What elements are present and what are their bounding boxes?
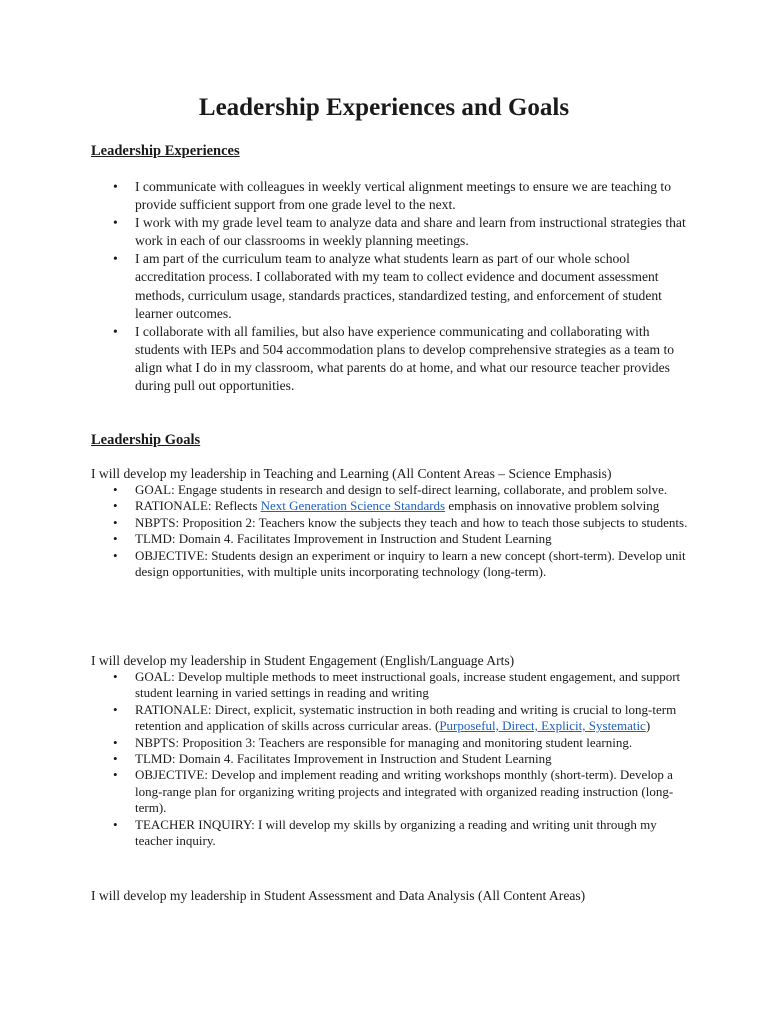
purposeful-direct-explicit-systematic-link[interactable]: Purposeful, Direct, Explicit, Systematic	[439, 718, 646, 734]
rationale-text: RATIONALE: Reflects	[135, 498, 261, 514]
teaching-intro: I will develop my leadership in Teaching and Learning (All Content Areas – Science Emphasis)	[91, 466, 612, 481]
leadership-experiences-heading: Leadership Experiences	[91, 143, 240, 159]
list-item: • I am part of the curriculum team to analyze what students learn as part of our whole school accreditation process. I collaborated with my team to collect evidence and document assessment methods, curriculum usage, standards practices, standardized testing, and enforcement of student learner outcomes.	[91, 250, 691, 322]
document-title: Leadership Experiences and Goals	[198, 94, 570, 121]
engagement-goal-list	[91, 669, 691, 849]
ngss-link[interactable]: Next Generation Science Standards	[260, 498, 446, 514]
assessment-goal-section	[91, 887, 691, 904]
engagement-objective-item: • OBJECTIVE: Develop and implement reading and writing workshops monthly (short-term). Develop a long-range plan for organizing writing projects and integrated with organized reading instruction (long-term).	[91, 767, 691, 816]
rationale-text: RATIONALE: Direct, explicit, systematic instruction in both reading and writing is crucial to long-term retention and application of skills across curricular areas. (	[135, 701, 677, 734]
experiences-list	[91, 178, 691, 395]
engagement-goal-item: • GOAL: Develop multiple methods to meet instructional goals, increase student engagement, and support student learning in varied settings in reading and writing	[91, 669, 691, 702]
rationale-text: )	[645, 718, 651, 734]
experiences-section	[91, 178, 691, 395]
teaching-tlmd-item: • TLMD: Domain 4. Facilitates Improvement in Instruction and Student Learning	[91, 531, 691, 547]
teaching-goal-item: • GOAL: Engage students in research and design to self-direct learning, collaborate, and problem solve.	[91, 482, 691, 498]
engagement-tlmd-item: • TLMD: Domain 4. Facilitates Improvement in Instruction and Student Learning	[91, 751, 691, 767]
teaching-goal-list	[91, 482, 691, 580]
engagement-intro: I will develop my leadership in Student Engagement (English/Language Arts)	[91, 653, 515, 668]
list-item: • I communicate with colleagues in weekly vertical alignment meetings to ensure we are teaching to provide sufficient support from one grade level to the next.	[91, 178, 691, 214]
teaching-nbpts-item: • NBPTS: Proposition 2: Teachers know the subjects they teach and how to teach those subjects to students.	[91, 515, 691, 531]
teaching-objective-item: • OBJECTIVE: Students design an experiment or inquiry to learn a new concept (short-term). Develop unit design opportunities, with multiple units incorporating technology (long-term).	[91, 548, 691, 581]
list-item: • I work with my grade level team to analyze data and share and learn from instructional strategies that work in each of our classrooms in weekly planning meetings.	[91, 214, 691, 250]
engagement-rationale-item	[91, 702, 691, 735]
teaching-goal-section	[91, 465, 691, 580]
engagement-nbpts-item: • NBPTS: Proposition 3: Teachers are responsible for managing and monitoring student learning.	[91, 735, 691, 751]
assessment-intro: I will develop my leadership in Student Assessment and Data Analysis (All Content Areas)	[91, 888, 586, 903]
rationale-text: emphasis on innovative problem solving	[445, 498, 660, 514]
engagement-inquiry-item: • TEACHER INQUIRY: I will develop my skills by organizing a reading and writing unit through my teacher inquiry.	[91, 817, 691, 850]
engagement-goal-section	[91, 652, 691, 849]
teaching-rationale-item	[91, 498, 691, 514]
list-item: • I collaborate with all families, but also have experience communicating and collaborating with students with IEPs and 504 accommodation plans to develop comprehensive strategies as a team to align what I do in my classroom, what parents do at home, and what our resource teacher provides during pull out opportunities.	[91, 323, 691, 395]
leadership-goals-heading: Leadership Goals	[91, 432, 201, 448]
